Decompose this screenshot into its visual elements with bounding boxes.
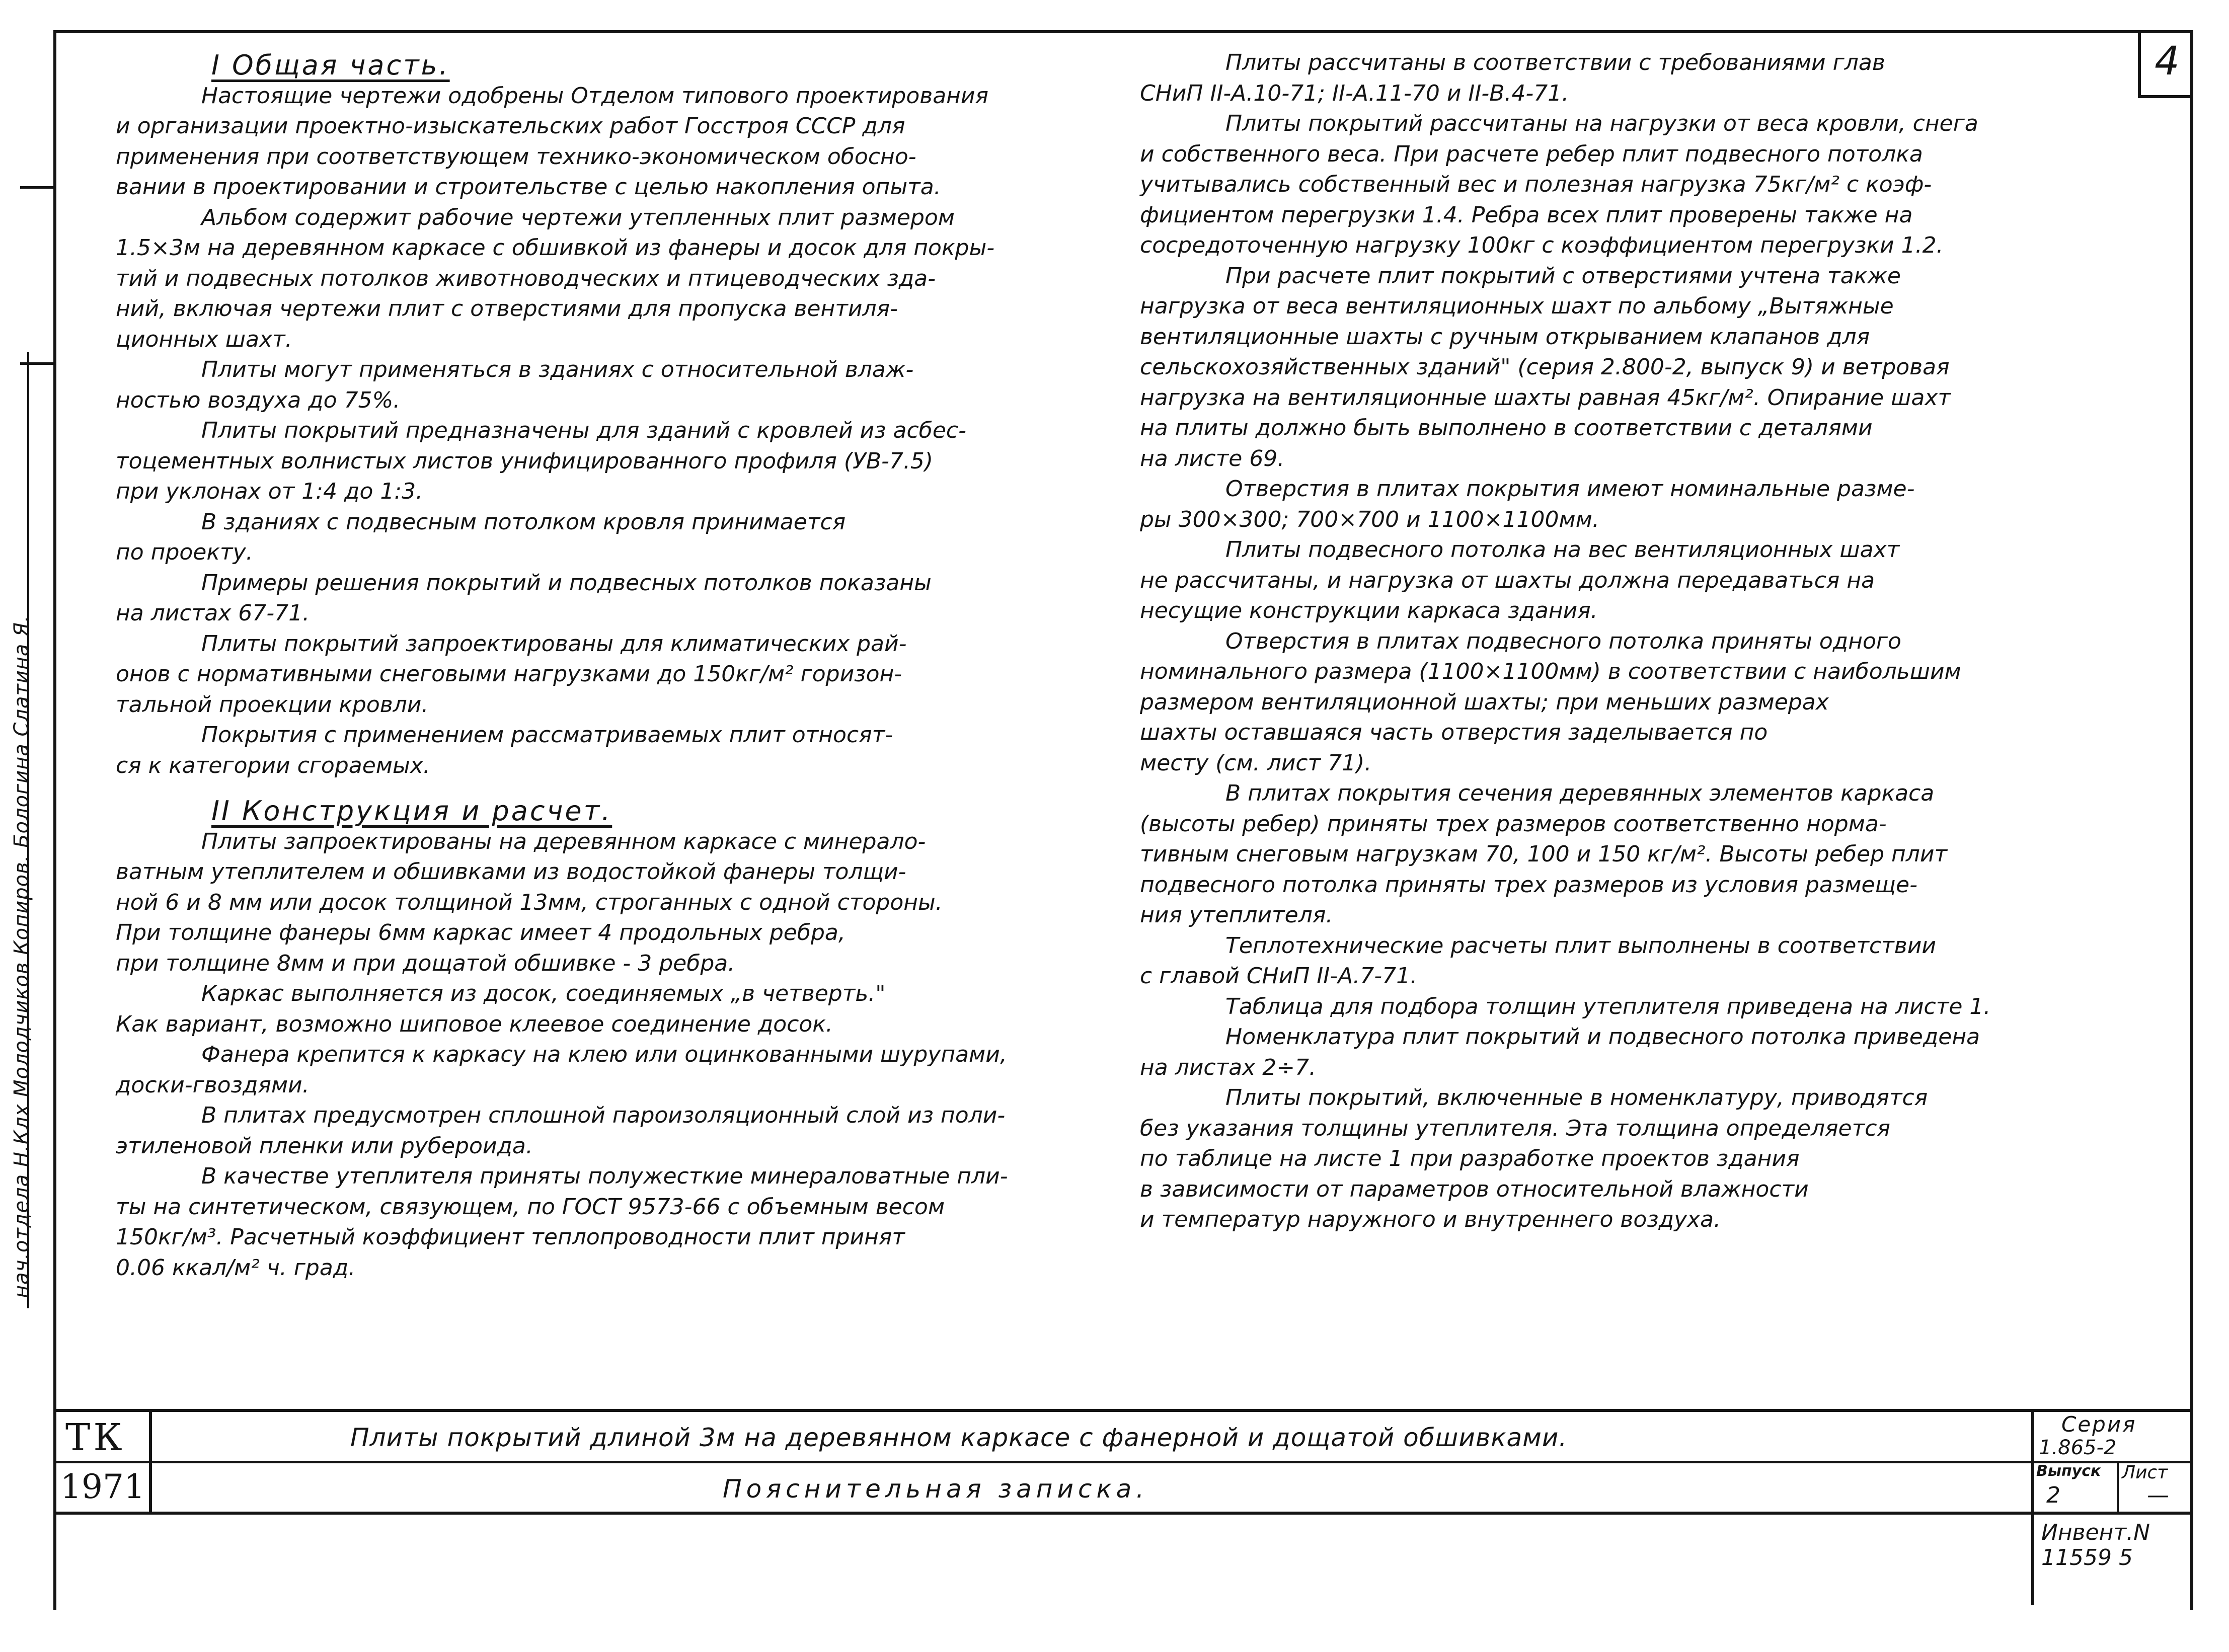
text-line: Плиты рассчитаны в соответствии с требованиями глав: [1225, 50, 1885, 75]
text-line: ной 6 и 8 мм или досок толщиной 13мм, строганных с одной стороны.: [116, 889, 943, 915]
section-heading-construction: II Конструкция и расчет.: [211, 795, 612, 827]
left-column: [116, 50, 1082, 1283]
binding-margin: [0, 91, 55, 1298]
text-line: на листе 69.: [1140, 445, 1285, 471]
text-line: Плиты покрытий рассчитаны на нагрузки от веса кровли, снега: [1225, 111, 1978, 136]
text-line: размером вентиляционной шахты; при меньших размерах: [1140, 689, 1829, 715]
sheet-value: —: [2147, 1482, 2169, 1508]
text-line: по проекту.: [116, 539, 253, 565]
text-line: При расчете плит покрытий с отверстиями учтена также: [1225, 263, 1901, 289]
text-line: Плиты могут применяться в зданиях с относительной влаж-: [201, 357, 914, 382]
text-line: доски-гвоздями.: [116, 1072, 310, 1098]
text-line: вентиляционные шахты с ручным открыванием клапанов для: [1140, 324, 1870, 350]
text-line: на листах 2÷7.: [1140, 1054, 1317, 1080]
text-line: учитывались собственный вес и полезная нагрузка 75кг/м² с коэф-: [1140, 172, 1932, 197]
text-line: Альбом содержит рабочие чертежи утепленных плит размером: [201, 204, 955, 230]
issue-label: Выпуск: [2036, 1462, 2101, 1480]
text-line: вании в проектировании и строительстве с целью накопления опыта.: [116, 174, 941, 200]
text-line: Как вариант, возможно шиповое клеевое соединение досок.: [116, 1011, 833, 1037]
text-line: Теплотехнические расчеты плит выполнены в соответствии: [1225, 932, 1936, 959]
text-line: при толщине 8мм и при дощатой обшивке - 3 ребра.: [116, 950, 735, 976]
text-line: В зданиях с подвесным потолком кровля принимается: [201, 509, 846, 535]
text-line: фициентом перегрузки 1.4. Ребра всех плит проверены также на: [1140, 202, 1913, 228]
text-line: тоцементных волнистых листов унифицированного профиля (УВ-7.5): [116, 448, 934, 474]
margin-tick: [20, 186, 53, 189]
margin-signatures: нач.отдела Н.Клх Молодчиков Копиров. Бологина Слатина Я.: [10, 615, 33, 1298]
sheet-number: 4: [2138, 30, 2193, 98]
text-line: без указания толщины утеплителя. Эта толщина определяется: [1140, 1115, 1890, 1141]
text-line: Плиты покрытий, включенные в номенклатуру, приводятся: [1225, 1085, 1928, 1111]
text-line: и собственного веса. При расчете ребер плит подвесного потолка: [1140, 141, 1923, 167]
text-line: Каркас выполняется из досок, соединяемых „в четверть.": [201, 981, 886, 1006]
text-line: месту (см. лист 71).: [1140, 750, 1372, 776]
series-label: Серия: [2061, 1412, 2137, 1437]
text-line: сельскохозяйственных зданий" (серия 2.800-2, выпуск 9) и ветровая: [1140, 354, 1950, 380]
text-line: В плитах покрытия сечения деревянных элементов каркаса: [1225, 780, 1935, 806]
text-line: тальной проекции кровли.: [116, 691, 429, 718]
inventory-value: 11559 5: [2041, 1545, 2133, 1570]
text-line: В плитах предусмотрен сплошной пароизоляционный слой из поли-: [201, 1103, 1006, 1128]
text-line: и температур наружного и внутреннего воздуха.: [1140, 1207, 1721, 1232]
section-heading-general: I Общая часть.: [211, 49, 450, 81]
text-line: и организации проектно-изыскательских работ Госстроя СССР для: [116, 113, 905, 139]
text-line: с главой СНиП II-А.7-71.: [1140, 963, 1418, 989]
text-line: сосредоточенную нагрузку 100кг с коэффициентом перегрузки 1.2.: [1140, 232, 1944, 258]
text-line: Отверстия в плитах подвесного потолка приняты одного: [1225, 628, 1901, 654]
text-line: номинального размера (1100×1100мм) в соответствии с наибольшим: [1140, 659, 1961, 684]
text-line: Номенклатура плит покрытий и подвесного потолка приведена: [1225, 1024, 1980, 1050]
text-line: 150кг/м³. Расчетный коэффициент теплопроводности плит принят: [116, 1224, 905, 1250]
inventory-label: Инвент.N: [2041, 1520, 2150, 1545]
inventory-box: [2031, 1515, 2193, 1605]
text-line: ния утеплителя.: [1140, 902, 1333, 928]
text-line: Примеры решения покрытий и подвесных потолков показаны: [201, 570, 932, 596]
text-line: 0.06 ккал/м² ч. град.: [116, 1254, 356, 1281]
year: 1971: [60, 1467, 145, 1506]
text-line: применения при соответствующем технико-экономическом обосно-: [116, 143, 916, 170]
text-line: ся к категории сгораемых.: [116, 752, 430, 778]
drawing-subtitle: Пояснительная записка.: [723, 1474, 1149, 1504]
text-line: Таблица для подбора толщин утеплителя приведена на листе 1.: [1225, 993, 1991, 1019]
text-line: на листах 67-71.: [116, 600, 310, 626]
text-line: на плиты должно быть выполнено в соответствии с деталями: [1140, 415, 1873, 441]
org-code: ТК: [65, 1416, 125, 1459]
text-line: ватным утеплителем и обшивками из водостойкой фанеры толщи-: [116, 859, 906, 885]
text-line: в зависимости от параметров относительной влажности: [1140, 1176, 1809, 1202]
text-line: Плиты покрытий предназначены для зданий с кровлей из асбес-: [201, 418, 966, 443]
text-line: СНиП II-А.10-71; II-А.11-70 и II-В.4-71.: [1140, 80, 1569, 106]
text-line: несущие конструкции каркаса здания.: [1140, 598, 1598, 623]
text-line: при уклонах от 1:4 до 1:3.: [116, 479, 423, 504]
text-line: тивным снеговым нагрузкам 70, 100 и 150 кг/м². Высоты ребер плит: [1140, 841, 1948, 867]
section-general-text: [116, 81, 1082, 781]
text-line: Плиты подвесного потолка на вес вентиляционных шахт: [1225, 537, 1900, 563]
text-line: Плиты покрытий запроектированы для климатических рай-: [201, 631, 907, 657]
text-line: нагрузка на вентиляционные шахты равная 45кг/м². Опирание шахт: [1140, 384, 1951, 411]
series-value: 1.865-2: [2039, 1436, 2117, 1459]
text-line: Покрытия с применением рассматриваемых плит относят-: [201, 722, 893, 748]
section-construction-text: [116, 827, 1082, 1284]
text-line: ры 300×300; 700×700 и 1100×1100мм.: [1140, 506, 1599, 532]
text-line: Отверстия в плитах покрытия имеют номинальные разме-: [1225, 476, 1915, 502]
text-line: В качестве утеплителя приняты полужесткие минераловатные пли-: [201, 1163, 1008, 1189]
drawing-title: Плиты покрытий длиной 3м на деревянном каркасе с фанерной и дощатой обшивками.: [350, 1423, 1568, 1452]
text-line: нагрузка от веса вентиляционных шахт по альбому „Вытяжные: [1140, 293, 1894, 319]
text-line: ний, включая чертежи плит с отверстиями для пропуска вентиля-: [116, 296, 898, 322]
sheet-label: Лист: [2122, 1462, 2168, 1483]
text-line: При толщине фанеры 6мм каркас имеет 4 продольных ребра,: [116, 920, 846, 946]
text-line: этиленовой пленки или рубероида.: [116, 1133, 533, 1159]
text-line: ты на синтетическом, связующем, по ГОСТ 9573-66 с объемным весом: [116, 1194, 945, 1220]
issue-value: 2: [2046, 1482, 2060, 1508]
right-column: [1140, 48, 2187, 1235]
text-line: Плиты запроектированы на деревянном каркасе с минерало-: [201, 828, 926, 854]
text-line: по таблице на листе 1 при разработке проектов здания: [1140, 1146, 1800, 1171]
text-line: не рассчитаны, и нагрузка от шахты должна передаваться на: [1140, 567, 1875, 593]
text-line: тий и подвесных потолков животноводческих и птицеводческих зда-: [116, 265, 936, 291]
text-line: ционных шахт.: [116, 326, 292, 352]
text-line: Настоящие чертежи одобрены Отделом типового проектирования: [201, 83, 988, 109]
text-line: онов с нормативными снеговыми нагрузками до 150кг/м² горизон-: [116, 661, 902, 687]
text-line: ностью воздуха до 75%.: [116, 387, 401, 413]
text-line: подвесного потолка приняты трех размеров из условия размеще-: [1140, 872, 1917, 898]
text-line: Фанера крепится к каркасу на клею или оцинкованными шурупами,: [201, 1042, 1007, 1067]
text-line: (высоты ребер) приняты трех размеров соответственно норма-: [1140, 811, 1887, 837]
text-line: 1.5×3м на деревянном каркасе с обшивкой из фанеры и досок для покры-: [116, 235, 995, 261]
title-block: [53, 1409, 2193, 1515]
text-line: шахты оставшаяся часть отверстия заделывается по: [1140, 720, 1768, 745]
margin-tick: [20, 362, 53, 365]
